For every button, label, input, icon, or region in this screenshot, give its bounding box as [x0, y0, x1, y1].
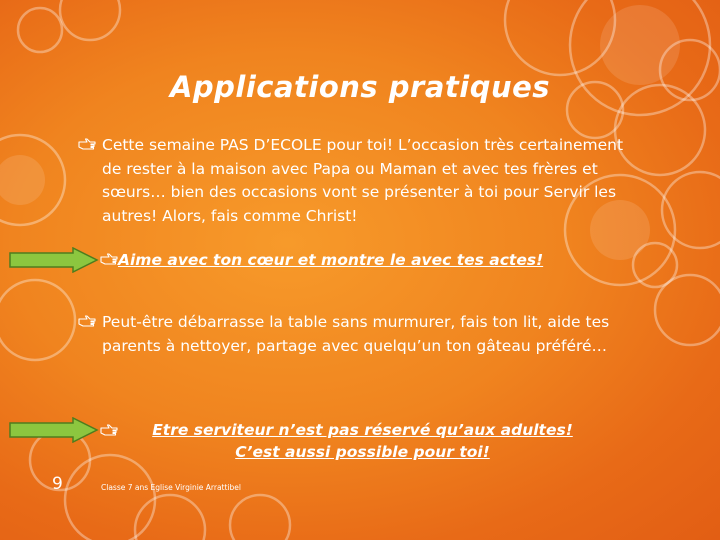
pointing-hand-icon	[100, 253, 118, 265]
pointing-hand-icon	[78, 315, 96, 327]
slide-title: Applications pratiques	[169, 70, 551, 104]
paragraph-1-text: Cette semaine PAS D’ECOLE pour toi! L’occasion très certainement de rester à la maison avec Papa ou Maman et avec tes frères et sœurs… bien des occasions vont se présenter à toi pour Servir les autres! Alors, fais comme Christ!	[102, 136, 624, 225]
right-arrow-icon	[9, 417, 99, 443]
paragraph-2-text: Peut-être débarrasse la table sans murmurer, fais ton lit, aide tes parents à nettoyer, partage avec quelqu’un ton gâteau préféré…	[102, 313, 610, 355]
right-arrow-icon	[9, 247, 99, 273]
pointing-hand-icon	[78, 138, 96, 150]
slide-footer: Classe 7 ans Eglise Virginie Arrattibel	[101, 483, 241, 492]
pointing-hand-icon	[100, 424, 118, 436]
bullet-paragraph-1	[78, 134, 638, 228]
highlight-2-line-2: C’est aussi possible pour toi!	[235, 443, 490, 461]
highlight-2-line-1: Etre serviteur n’est pas réservé qu’aux adultes!	[152, 421, 573, 439]
slide-number: 9	[52, 474, 63, 494]
bullet-paragraph-2	[78, 311, 638, 358]
highlight-1-text: Aime avec ton cœur et montre le avec tes actes!	[118, 251, 544, 269]
